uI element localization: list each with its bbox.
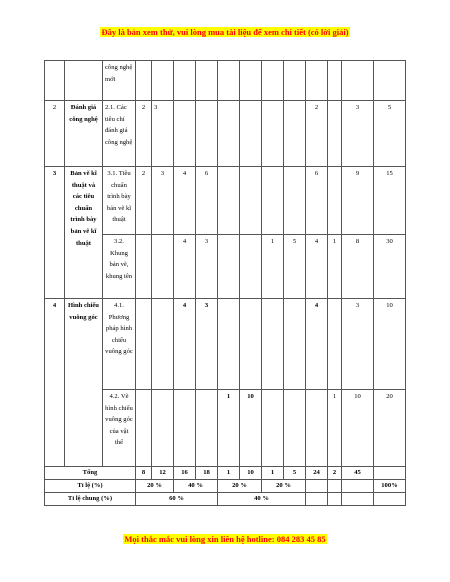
cell-value: 5 xyxy=(374,101,406,167)
cell-criteria: 2.1. Các tiêu chí đánh giá công nghệ xyxy=(103,101,136,167)
cell-value: 12 xyxy=(152,467,174,480)
ratio-value: 20 % xyxy=(262,480,306,493)
cell-value: 4 xyxy=(174,299,196,390)
total-row xyxy=(45,467,406,480)
cell-value: 6 xyxy=(306,167,328,235)
cell-value: 3 xyxy=(342,299,374,390)
ratio-label: Tỉ lệ (%) xyxy=(45,480,136,493)
general-ratio-row xyxy=(45,493,406,506)
cell-value: 45 xyxy=(342,467,374,480)
ratio-value: 20 % xyxy=(218,480,262,493)
cell-value: 3 xyxy=(152,167,174,235)
cell-value: 5 xyxy=(284,235,306,299)
assessment-matrix-table xyxy=(44,60,406,506)
cell-value: 4 xyxy=(306,299,328,390)
general-ratio-value: 40 % xyxy=(218,493,306,506)
cell-value: 6 xyxy=(196,167,218,235)
cell-value: 20 xyxy=(374,390,406,467)
table-row xyxy=(45,101,406,167)
cell-criteria: công nghệ mới xyxy=(103,61,136,101)
cell-topic: Đánh giá công nghệ xyxy=(65,101,103,167)
cell-value: 2 xyxy=(136,167,152,235)
cell-value: 15 xyxy=(374,167,406,235)
cell-value: 5 xyxy=(284,467,306,480)
cell-criteria: 3.1. Tiêu chuẩn trình bày bản vẽ kĩ thuật xyxy=(103,167,136,235)
cell-topic: Bản vẽ kĩ thuật và các tiêu chuẩn trình bày bản vẽ kĩ thuật xyxy=(65,167,103,299)
table-row xyxy=(45,299,406,390)
preview-notice-text: Đây là bản xem thử, vui lòng mua tài liệu để xem chi tiết (có lời giải) xyxy=(101,27,349,37)
cell-value: 10 xyxy=(240,390,262,467)
table-row xyxy=(45,61,406,101)
ratio-value: 40 % xyxy=(174,480,218,493)
cell-stt xyxy=(45,61,65,101)
cell-value: 1 xyxy=(328,235,342,299)
total-label: Tổng xyxy=(45,467,136,480)
ratio-value: 20 % xyxy=(136,480,174,493)
cell-value: 10 xyxy=(240,467,262,480)
cell-value: 2 xyxy=(328,467,342,480)
preview-notice xyxy=(0,27,450,37)
cell-value: 2 xyxy=(306,101,328,167)
cell-value: 1 xyxy=(328,390,342,467)
cell-topic: Hình chiếu vuông góc xyxy=(65,299,103,467)
cell-value: 8 xyxy=(136,467,152,480)
cell-value: 9 xyxy=(342,167,374,235)
cell-value: 24 xyxy=(306,467,328,480)
cell-value: 10 xyxy=(374,299,406,390)
ratio-row xyxy=(45,480,406,493)
hotline-notice xyxy=(0,534,450,544)
cell-criteria: 4.1. Phương pháp hình chiếu vuông góc xyxy=(103,299,136,390)
cell-value: 1 xyxy=(262,467,284,480)
cell-value: 4 xyxy=(174,235,196,299)
cell-value: 4 xyxy=(174,167,196,235)
cell-value: 1 xyxy=(218,467,240,480)
table-row xyxy=(45,167,406,235)
cell-value: 4 xyxy=(306,235,328,299)
cell-value: 1 xyxy=(262,235,284,299)
cell-stt: 2 xyxy=(45,101,65,167)
cell-stt: 3 xyxy=(45,167,65,299)
cell-criteria: 4.2. Vẽ hình chiếu vuông góc của vật thể xyxy=(103,390,136,467)
cell-topic xyxy=(65,61,103,101)
cell-value: 2 xyxy=(136,101,152,167)
ratio-total: 100% xyxy=(374,480,406,493)
cell-value: 16 xyxy=(174,467,196,480)
hotline-notice-text: Mọi thắc mắc vui lòng xin liên hệ hotline: 084 283 45 85 xyxy=(124,534,326,544)
cell-value: 3 xyxy=(196,299,218,390)
cell-stt: 4 xyxy=(45,299,65,467)
general-ratio-label: Tỉ lệ chung (%) xyxy=(45,493,136,506)
general-ratio-value: 60 % xyxy=(136,493,218,506)
cell-value: 3 xyxy=(196,235,218,299)
cell-value: 3 xyxy=(342,101,374,167)
cell-value: 30 xyxy=(374,235,406,299)
cell-value: 1 xyxy=(218,390,240,467)
cell-value: 18 xyxy=(196,467,218,480)
cell-value: 10 xyxy=(342,390,374,467)
cell-value: 8 xyxy=(342,235,374,299)
cell-criteria: 3.2. Khung bản vẽ, khung tên xyxy=(103,235,136,299)
cell-value: 3 xyxy=(152,101,174,167)
